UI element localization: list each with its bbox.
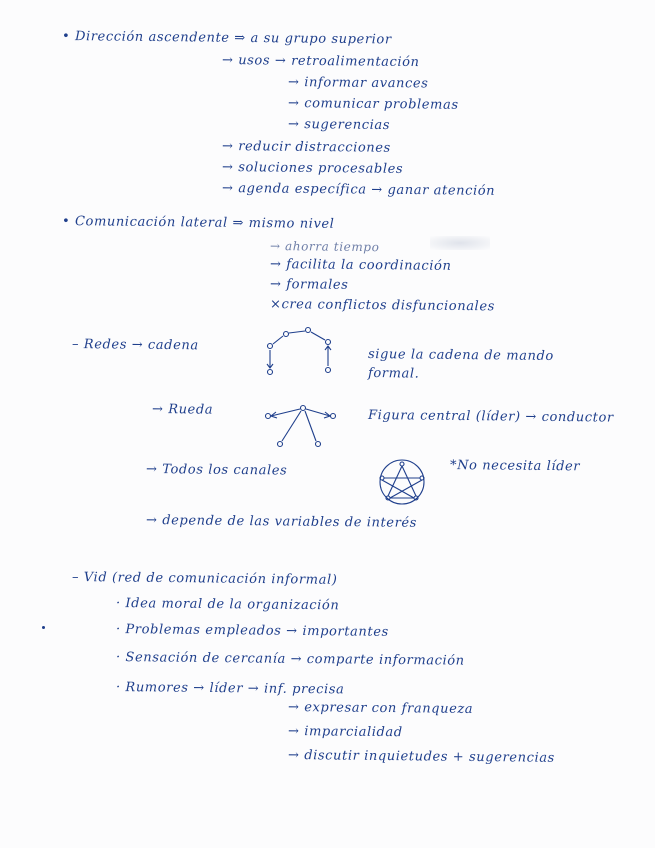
upward-item: → comunicar problemas <box>287 96 459 113</box>
grapevine-title: – Vid (red de comunicación informal) <box>71 570 338 588</box>
grapevine-item: · Problemas empleados → importantes <box>115 622 389 640</box>
wheel-note: Figura central (líder) → conductor <box>367 408 614 426</box>
wheel-diagram <box>258 396 348 452</box>
chain-note: sigue la cadena de mando <box>367 347 554 364</box>
grapevine-item: · Idea moral de la organización <box>115 596 340 614</box>
chain-diagram <box>258 322 348 382</box>
all-note: *No necesita líder <box>449 458 581 475</box>
lateral-item: → formales <box>269 277 349 293</box>
upward-usos: → usos → retroalimentación <box>221 53 420 71</box>
network-chain-label: – Redes → cadena <box>71 337 199 354</box>
chain-note: formal. <box>367 366 420 382</box>
upward-more: → soluciones procesables <box>221 160 404 177</box>
all-channel-diagram <box>368 458 436 506</box>
lateral-item: → ahorra tiempo <box>269 239 380 255</box>
network-all-label: → Todos los canales <box>145 462 288 479</box>
upward-item: → informar avances <box>287 75 429 92</box>
upward-more: → agenda específica → ganar atención <box>221 181 496 199</box>
lateral-title: • Comunicación lateral ⇒ mismo nivel <box>61 214 335 232</box>
margin-dot <box>42 626 45 629</box>
grapevine-sub: → imparcialidad <box>287 724 403 741</box>
network-depends: → depende de las variables de interés <box>145 513 418 531</box>
upward-item: → sugerencias <box>287 117 391 134</box>
grapevine-item: · Sensación de cercanía → comparte información <box>115 650 465 669</box>
network-wheel-label: → Rueda <box>151 402 214 418</box>
upward-more: → reducir distracciones <box>221 139 391 156</box>
smudge-mark <box>430 236 490 250</box>
lateral-item: ×crea conflictos disfuncionales <box>269 297 496 315</box>
upward-title: • Dirección ascendente ⇒ a su grupo superior <box>61 29 392 48</box>
grapevine-sub: → discutir inquietudes + sugerencias <box>287 748 555 766</box>
grapevine-sub: → expresar con franqueza <box>287 700 474 717</box>
grapevine-item: · Rumores → líder → inf. precisa <box>115 680 345 698</box>
lateral-item: → facilita la coordinación <box>269 257 452 274</box>
